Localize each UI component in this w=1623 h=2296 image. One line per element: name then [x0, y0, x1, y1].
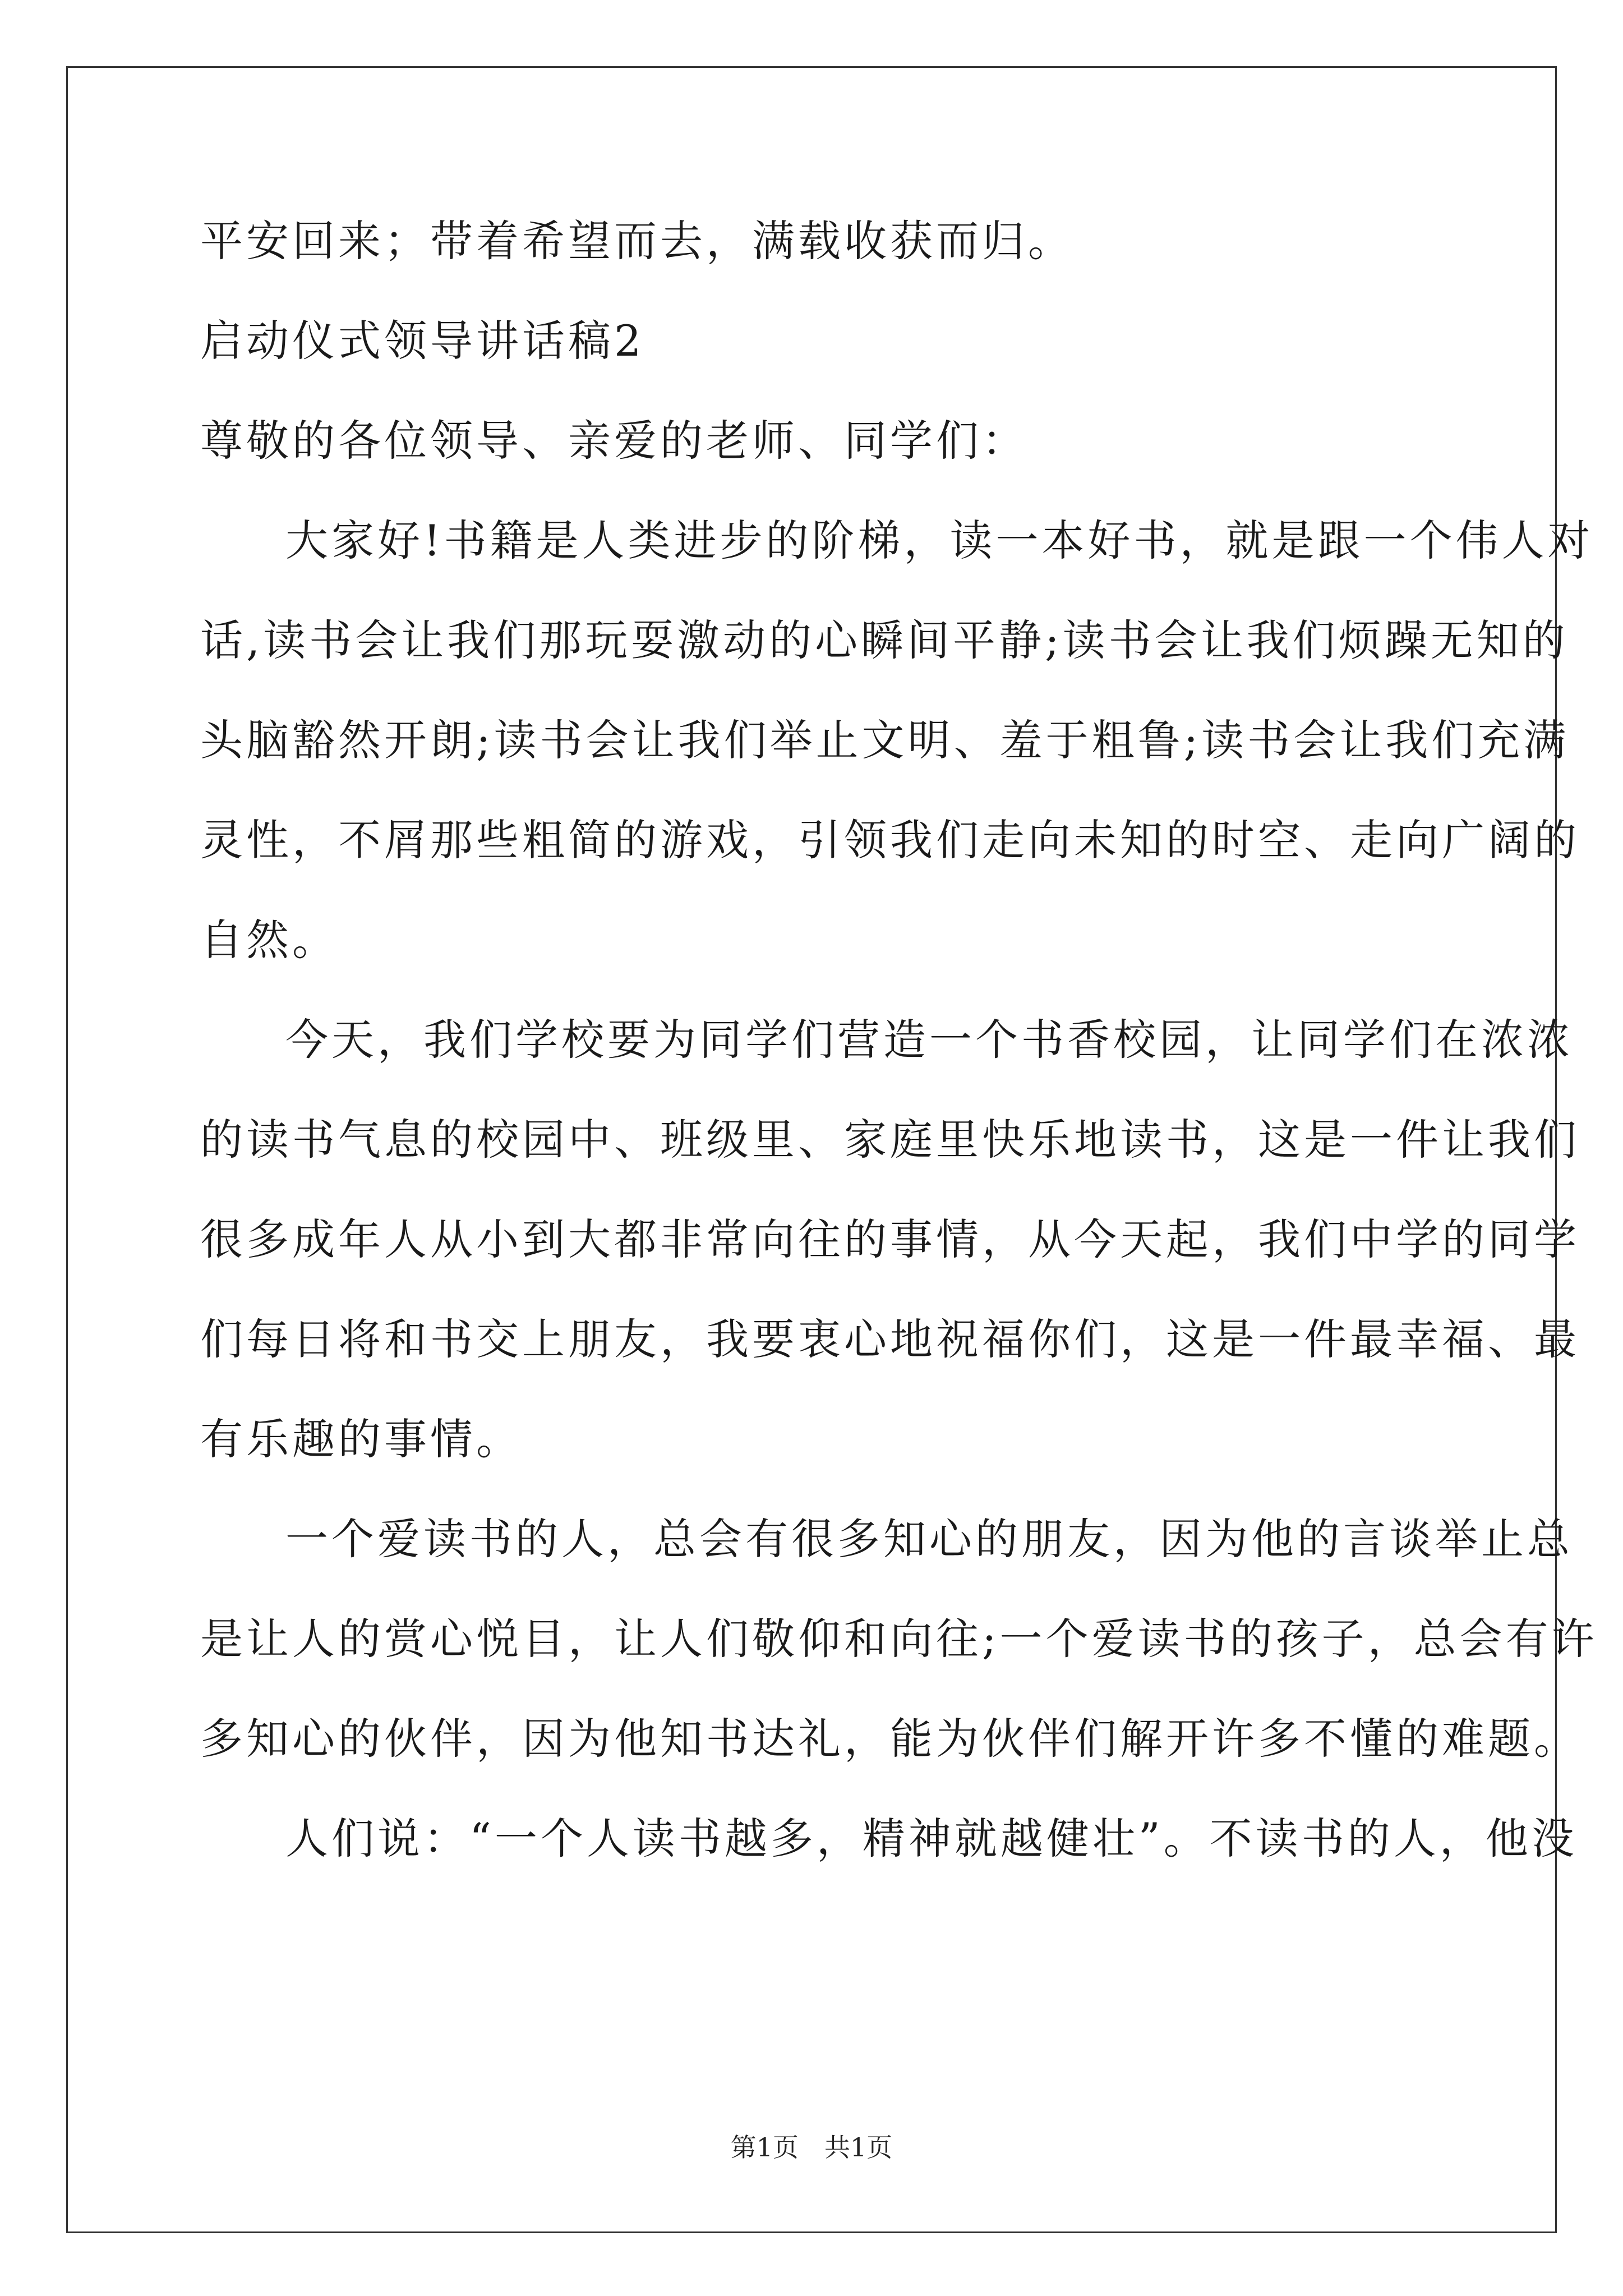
text-line: 有乐趣的事情。 — [200, 1414, 522, 1464]
text-line: 自然。 — [200, 915, 338, 965]
text-line: 平安回来；带着希望而去，满载收获而归。 — [200, 216, 1074, 266]
text-line: 多 知 心 的 伙 伴 ， 因 为 他 知 书 达 礼 ， 能 为 伙 伴 们 解 开 许 多 不 懂 的 难 题 。 — [200, 1714, 1580, 1764]
text-line: 一 个 爱 读 书 的 人 ， 总 会 有 很 多 知 心 的 朋 友 ， 因 为 他 的 言 谈 举 止 总 — [285, 1514, 1573, 1564]
text-line: 的 读 书 气 息 的 校 园 中 、 班 级 里 、 家 庭 里 快 乐 地 读 书 ， 这 是 一 件 让 我 们 — [200, 1115, 1580, 1165]
text-line: 大 家 好 ! 书 籍 是 人 类 进 步 的 阶 梯 ， 读 一 本 好 书 ， 就 是 跟 一 个 伟 人 对 — [285, 516, 1594, 565]
text-line: 人 们 说 ： “ 一 个 人 读 书 越 多 ， 精 神 就 越 健 壮 ” 。 不 读 书 的 人 ， 他 没 — [285, 1814, 1578, 1864]
text-line: 尊敬的各位领导、亲爱的老师、同学们： — [200, 416, 1028, 466]
text-line: 们 每 日 将 和 书 交 上 朋 友 ， 我 要 衷 心 地 祝 福 你 们 ， 这 是 一 件 最 幸 福 、 最 — [200, 1314, 1580, 1364]
text-line: 今 天 ， 我 们 学 校 要 为 同 学 们 营 造 一 个 书 香 校 园 ， 让 同 学 们 在 浓 浓 — [285, 1015, 1573, 1065]
text-line: 话 , 读 书 会 让 我 们 那 玩 耍 激 动 的 心 瞬 间 平 静 ; 读 书 会 让 我 们 烦 躁 无 知 的 — [200, 615, 1569, 665]
text-line: 头 脑 豁 然 开 朗 ; 读 书 会 让 我 们 举 止 文 明 、 羞 于 粗 鲁 ; 读 书 会 让 我 们 充 满 — [200, 715, 1570, 765]
text-line: 启动仪式领导讲话稿2 — [200, 316, 645, 366]
page-footer: 第1页 共1页 — [730, 2132, 893, 2162]
text-line: 是 让 人 的 赏 心 悦 目 ， 让 人 们 敬 仰 和 向 往 ; 一 个 爱 读 书 的 孩 子 ， 总 会 有 许 — [200, 1614, 1598, 1664]
text-line: 灵 性 ， 不 屑 那 些 粗 简 的 游 戏 ， 引 领 我 们 走 向 未 知 的 时 空 、 走 向 广 阔 的 — [200, 815, 1580, 865]
document-body — [200, 216, 1598, 1913]
text-line: 很 多 成 年 人 从 小 到 大 都 非 常 向 往 的 事 情 ， 从 今 天 起 ， 我 们 中 学 的 同 学 — [200, 1214, 1580, 1264]
